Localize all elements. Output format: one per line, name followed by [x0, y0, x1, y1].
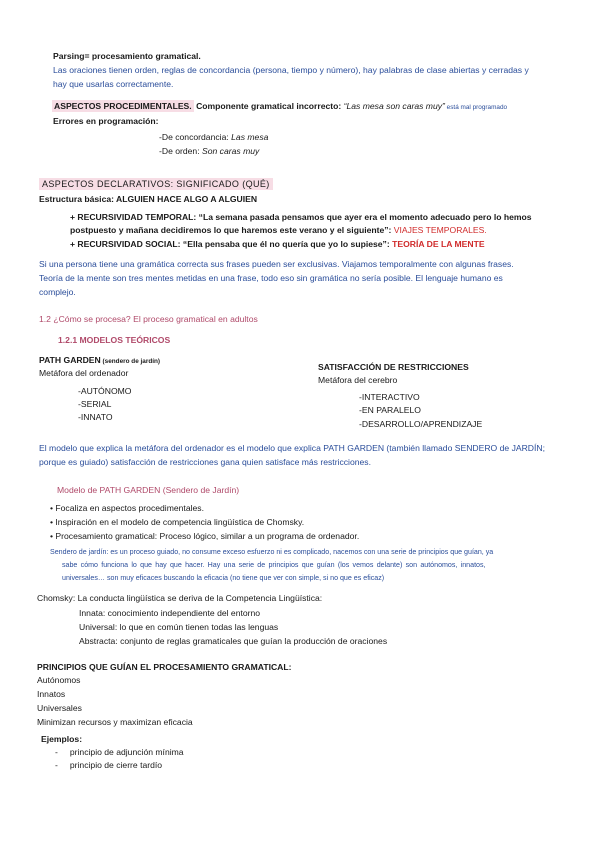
satisfaccion-item: -EN PARALELO	[359, 405, 421, 415]
modelo-path-bullet-text: Inspiración en el modelo de competencia lingüística de Chomsky.	[55, 517, 305, 527]
error-concordancia	[159, 131, 268, 143]
declarativos-para-line-3: complejo.	[39, 287, 76, 297]
path-garden-item: -AUTÓNOMO	[78, 386, 132, 396]
recursividad-temporal-line-1: + RECURSIVIDAD TEMPORAL: “La semana pasada pensamos que ayer era el momento adecuado pero lo hemos	[70, 212, 532, 222]
procedimentales-example: “Las mesa son caras muy”	[343, 101, 445, 111]
satisfaccion-subtitle: Metáfora del cerebro	[318, 375, 398, 385]
declarativos-para-line-2: Teoría de la mente son tres mentes metidas en una frase, todo eso sin gramática no sería posible. El lenguaje humano es	[39, 273, 503, 283]
path-garden-title-small: (sendero de jardín)	[100, 358, 161, 365]
path-garden-subtitle: Metáfora del ordenador	[39, 368, 129, 378]
chomsky-item: Universal: lo que en común tienen todas las lenguas	[79, 622, 279, 632]
principios-item: Universales	[37, 703, 82, 713]
modelo-path-bullet	[50, 530, 359, 542]
error-orden-label: -De orden:	[159, 146, 202, 156]
recursividad-temporal-line-2	[70, 224, 487, 236]
error-orden	[159, 145, 259, 157]
section-1-2-1-heading: 1.2.1 MODELOS TEÓRICOS	[58, 335, 171, 345]
chomsky-item: Abstracta: conjunto de reglas gramaticales que guían la producción de oraciones	[79, 636, 388, 646]
path-garden-item: -SERIAL	[78, 399, 112, 409]
modelo-para-line-2: porque es guiado) satisfacción de restricciones gana quien satisface más restricciones.	[39, 457, 371, 467]
principios-item: Innatos	[37, 689, 66, 699]
ejemplo-item	[55, 746, 184, 758]
recursividad-social-line	[70, 238, 485, 250]
principios-item: Autónomos	[37, 675, 81, 685]
procedimentales-note: está mal programado	[444, 104, 508, 111]
error-orden-value: Son caras muy	[202, 146, 260, 156]
bullet-icon: •	[50, 531, 54, 541]
errors-title: Errores en programación:	[53, 116, 159, 126]
dash-icon: -	[55, 760, 58, 770]
modelo-path-bullet	[50, 516, 304, 528]
modelo-path-bullet-text: Procesamiento gramatical: Proceso lógico, similar a un programa de ordenador.	[55, 531, 360, 541]
modelo-path-heading: Modelo de PATH GARDEN (Sendero de Jardín)	[57, 485, 240, 495]
satisfaccion-item: -INTERACTIVO	[359, 392, 420, 402]
chomsky-title: Chomsky: La conducta lingüística se deriva de la Competencia Lingüística:	[37, 593, 323, 603]
declarativos-heading-wrap	[39, 178, 273, 190]
dash-icon: -	[55, 747, 58, 757]
sendero-note-line-3: universales… son muy eficaces buscando la eficacia (no tiene que ver con simple, si no que es eficaz)	[62, 574, 385, 582]
sendero-note-line-2: sabe cómo funciona lo que hay que hacer. Hay una serie de principios que guían (los vemos delante) son autónomos, innatos,	[62, 561, 486, 569]
declarativos-heading: ASPECTOS DECLARATIVOS: SIGNIFICADO (QUÉ)	[39, 178, 273, 190]
recursividad-temporal-text: postpuesto y mañana decidiremos lo que haremos este verano y el siguiente”:	[70, 225, 394, 235]
section-1-2-heading: 1.2 ¿Cómo se procesa? El proceso gramatical en adultos	[39, 314, 258, 324]
sendero-note-line-1: Sendero de jardín: es un proceso guiado, no consume exceso esfuerzo ni es complicado, nacemos con una serie de principios que guían, ya	[50, 548, 494, 556]
bullet-icon: •	[50, 503, 54, 513]
modelo-path-bullet-text: Focaliza en aspectos procedimentales.	[55, 503, 204, 513]
bullet-icon: •	[50, 517, 54, 527]
modelo-path-bullet	[50, 502, 204, 514]
satisfaccion-item: -DESARROLLO/APRENDIZAJE	[359, 419, 483, 429]
path-garden-title-text: PATH GARDEN	[39, 355, 101, 365]
ejemplo-item	[55, 759, 162, 771]
principios-title: PRINCIPIOS QUE GUÍAN EL PROCESAMIENTO GRAMATICAL:	[37, 662, 292, 672]
path-garden-title	[39, 354, 160, 368]
modelo-para-line-1: El modelo que explica la metáfora del ordenador es el modelo que explica PATH GARDEN (también llamado SENDERO de JARDÍN;	[39, 443, 545, 453]
procedimentales-heading: ASPECTOS PROCEDIMENTALES.	[54, 101, 192, 111]
procedimentales-line	[52, 100, 507, 114]
procedimentales-text: Componente gramatical incorrecto:	[193, 101, 344, 111]
teoria-mente-tag: TEORÍA DE LA MENTE	[392, 239, 485, 249]
principios-item: Minimizan recursos y maximizan eficacia	[37, 717, 193, 727]
recursividad-social-text: + RECURSIVIDAD SOCIAL: “Ella pensaba que él no quería que yo lo supiese”:	[70, 239, 393, 249]
estructura-basica: Estructura básica: ALGUIEN HACE ALGO A ALGUIEN	[39, 194, 258, 204]
ejemplo-item-text: principio de adjunción mínima	[69, 747, 184, 757]
parsing-desc-line-2: hay que usarlas correctamente.	[53, 79, 174, 89]
declarativos-para-line-1: Si una persona tiene una gramática correcta sus frases pueden ser exclusivas. Viajamos temporalmente con algunas frases.	[39, 259, 514, 269]
ejemplos-title: Ejemplos:	[41, 734, 83, 744]
viajes-temporales-tag: VIAJES TEMPORALES.	[393, 225, 487, 235]
parsing-desc-line-1: Las oraciones tienen orden, reglas de concordancia (persona, tiempo y número), hay palabras de clase abiertas y cerradas y	[53, 65, 529, 75]
parsing-title: Parsing= procesamiento gramatical.	[53, 51, 201, 61]
error-concordancia-label: -De concordancia:	[159, 132, 232, 142]
ejemplo-item-text: principio de cierre tardío	[69, 760, 163, 770]
error-concordancia-value: Las mesa	[231, 132, 269, 142]
chomsky-item: Innata: conocimiento independiente del entorno	[79, 608, 261, 618]
satisfaccion-title: SATISFACCIÓN DE RESTRICCIONES	[318, 362, 469, 372]
path-garden-item: -INNATO	[78, 412, 113, 422]
